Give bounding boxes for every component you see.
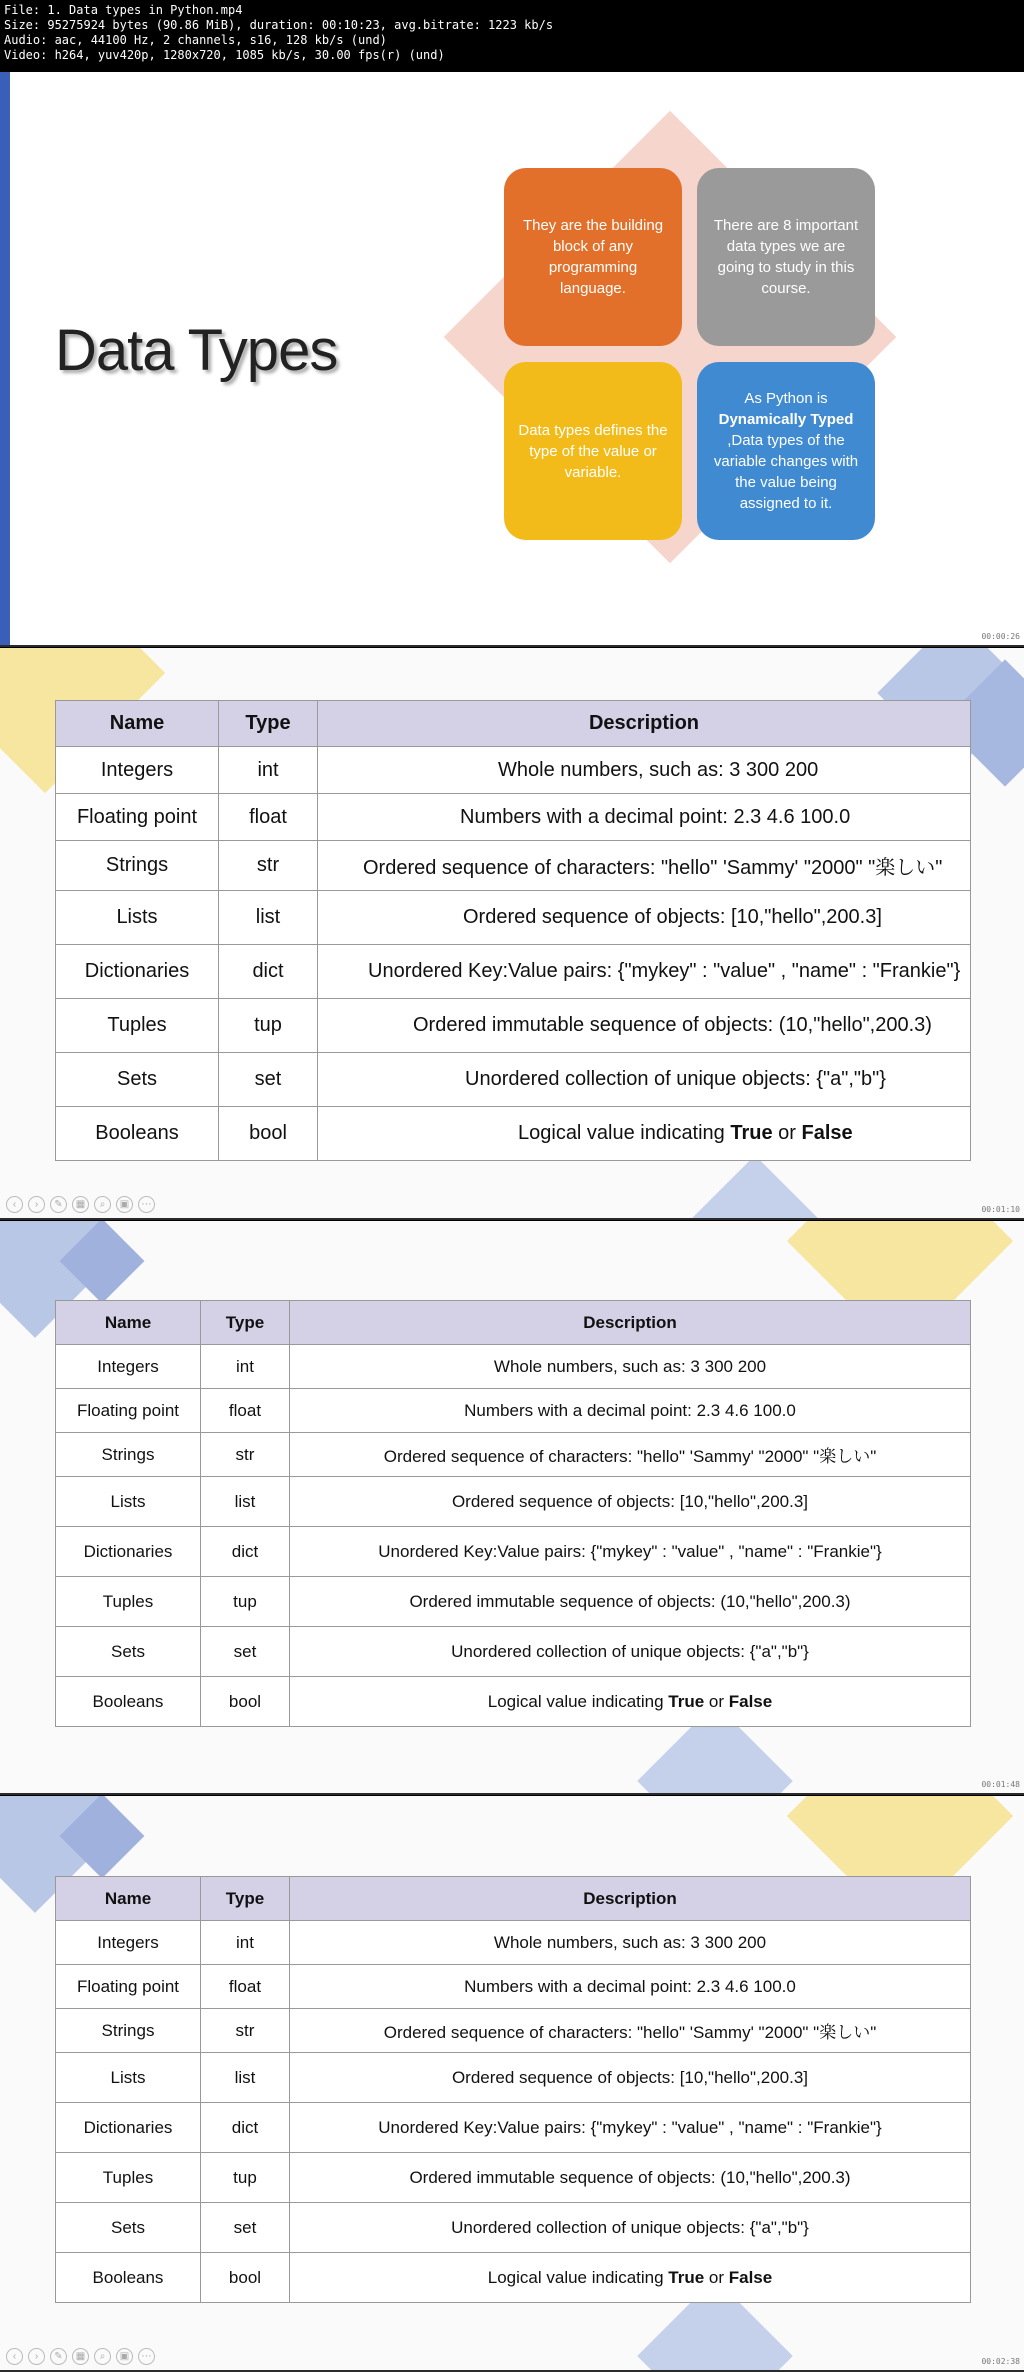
zoom-icon[interactable]: ⌕ — [94, 2348, 111, 2365]
cell-type: float — [219, 794, 318, 841]
tile-text-post: ,Data types of the variable changes with the value being assigned to it. — [713, 432, 859, 512]
cell-type: bool — [219, 1107, 318, 1161]
cell-type: str — [219, 841, 318, 891]
cell-description: Whole numbers, such as: 3 300 200 — [290, 1345, 971, 1389]
info-tile-yellow: Data types defines the type of the value or variable. — [504, 362, 682, 540]
desc-true: True — [668, 2267, 705, 2287]
table-row — [56, 1389, 971, 1433]
more-icon[interactable]: ⋯ — [138, 1196, 155, 1213]
meta-size: Size: 95275924 bytes (90.86 MiB), duration: 00:10:23, avg.bitrate: 1223 kb/s — [4, 18, 554, 32]
cell-name: Booleans — [56, 1107, 219, 1161]
frame-1-data-types-slide — [0, 72, 1024, 647]
desc-or: or — [704, 2267, 729, 2287]
info-tile-orange: They are the building block of any programming language. — [504, 168, 682, 346]
table-row — [56, 1921, 971, 1965]
cell-description: Numbers with a decimal point: 2.3 4.6 100.0 — [318, 794, 971, 841]
frame-timestamp: 00:01:10 — [981, 1205, 1020, 1214]
col-header-name: Name — [56, 1301, 201, 1345]
cell-type: float — [201, 1389, 290, 1433]
cell-description: Ordered sequence of characters: "hello" 'Sammy' "2000" "楽しい" — [290, 2009, 971, 2053]
cell-description — [290, 1677, 971, 1727]
cell-description: Ordered immutable sequence of objects: (10,"hello",200.3) — [290, 2153, 971, 2203]
more-icon[interactable]: ⋯ — [138, 2348, 155, 2365]
cell-description: Ordered sequence of characters: "hello" 'Sammy' "2000" "楽しい" — [318, 841, 971, 891]
cell-name: Sets — [56, 1627, 201, 1677]
meta-audio: Audio: aac, 44100 Hz, 2 channels, s16, 128 kb/s (und) — [4, 33, 387, 47]
table-row — [56, 891, 971, 945]
col-header-type: Type — [201, 1301, 290, 1345]
deco-shape-blue — [677, 1155, 833, 1220]
info-tile-gray: There are 8 important data types we are going to study in this course. — [697, 168, 875, 346]
slideshow-toolbar — [6, 1196, 155, 1213]
cell-name: Integers — [56, 1921, 201, 1965]
cell-description — [318, 1107, 971, 1161]
cell-type: bool — [201, 2253, 290, 2303]
cell-description: Ordered sequence of characters: "hello" 'Sammy' "2000" "楽しい" — [290, 1433, 971, 1477]
cell-type: tup — [219, 999, 318, 1053]
cell-name: Strings — [56, 2009, 201, 2053]
info-tile-blue — [697, 362, 875, 540]
table-row — [56, 2053, 971, 2103]
col-header-type: Type — [201, 1877, 290, 1921]
cell-name: Lists — [56, 891, 219, 945]
cell-type: tup — [201, 1577, 290, 1627]
table-row — [56, 1053, 971, 1107]
col-header-name: Name — [56, 1877, 201, 1921]
frame-4-table-slide — [0, 1796, 1024, 2372]
data-types-table — [55, 700, 971, 1161]
cell-description — [290, 2253, 971, 2303]
table-row — [56, 2253, 971, 2303]
table-row — [56, 999, 971, 1053]
next-icon[interactable]: › — [28, 1196, 45, 1213]
desc-or: or — [704, 1691, 729, 1711]
cell-name: Dictionaries — [56, 945, 219, 999]
table-row — [56, 2203, 971, 2253]
cell-type: list — [219, 891, 318, 945]
table-row — [56, 2153, 971, 2203]
desc-or: or — [772, 1122, 802, 1144]
table-row — [56, 1107, 971, 1161]
table-row — [56, 1345, 971, 1389]
cell-name: Sets — [56, 2203, 201, 2253]
cell-name: Floating point — [56, 1389, 201, 1433]
frame-timestamp: 00:02:38 — [981, 2357, 1020, 2366]
cell-name: Dictionaries — [56, 2103, 201, 2153]
frame-2-table-slide — [0, 648, 1024, 1220]
tile-text-pre: As Python is — [744, 390, 828, 407]
cell-name: Tuples — [56, 1577, 201, 1627]
pen-icon[interactable]: ✎ — [50, 1196, 67, 1213]
cell-description: Whole numbers, such as: 3 300 200 — [290, 1921, 971, 1965]
cell-type: str — [201, 2009, 290, 2053]
cell-type: int — [201, 1921, 290, 1965]
cell-name: Lists — [56, 2053, 201, 2103]
frame-3-table-slide — [0, 1221, 1024, 1795]
cell-description: Unordered Key:Value pairs: {"mykey" : "value" , "name" : "Frankie"} — [318, 945, 971, 999]
cell-name: Strings — [56, 1433, 201, 1477]
cell-description: Ordered immutable sequence of objects: (10,"hello",200.3) — [318, 999, 971, 1053]
cell-description: Unordered Key:Value pairs: {"mykey" : "value" , "name" : "Frankie"} — [290, 2103, 971, 2153]
cell-type: set — [201, 1627, 290, 1677]
cell-description: Unordered collection of unique objects: {"a","b"} — [290, 1627, 971, 1677]
cell-type: list — [201, 1477, 290, 1527]
table-row — [56, 1627, 971, 1677]
cell-description: Unordered collection of unique objects: {"a","b"} — [290, 2203, 971, 2253]
cell-name: Dictionaries — [56, 1527, 201, 1577]
cell-type: float — [201, 1965, 290, 2009]
table-row — [56, 1965, 971, 2009]
camera-icon[interactable]: ▣ — [116, 1196, 133, 1213]
cell-type: list — [201, 2053, 290, 2103]
cell-type: dict — [201, 2103, 290, 2153]
cell-name: Sets — [56, 1053, 219, 1107]
meta-video: Video: h264, yuv420p, 1280x720, 1085 kb/s, 30.00 fps(r) (und) — [4, 48, 445, 62]
cell-description: Numbers with a decimal point: 2.3 4.6 100.0 — [290, 1965, 971, 2009]
desc-text: Logical value indicating — [518, 1122, 731, 1144]
slides-icon[interactable]: ▦ — [72, 2348, 89, 2365]
slides-icon[interactable]: ▦ — [72, 1196, 89, 1213]
table-row — [56, 945, 971, 999]
cell-name: Lists — [56, 1477, 201, 1527]
cell-name: Strings — [56, 841, 219, 891]
cell-type: dict — [219, 945, 318, 999]
table-row — [56, 1577, 971, 1627]
zoom-icon[interactable]: ⌕ — [94, 1196, 111, 1213]
cell-type: str — [201, 1433, 290, 1477]
desc-false: False — [728, 1691, 773, 1711]
next-icon[interactable]: › — [28, 2348, 45, 2365]
cell-description: Numbers with a decimal point: 2.3 4.6 100.0 — [290, 1389, 971, 1433]
table-row — [56, 2103, 971, 2153]
cell-name: Tuples — [56, 2153, 201, 2203]
prev-icon[interactable]: ‹ — [6, 1196, 23, 1213]
meta-file: File: 1. Data types in Python.mp4 — [4, 3, 243, 17]
table-row — [56, 794, 971, 841]
cell-type: bool — [201, 1677, 290, 1727]
cell-description: Ordered sequence of objects: [10,"hello",200.3] — [290, 2053, 971, 2103]
cell-description: Unordered Key:Value pairs: {"mykey" : "value" , "name" : "Frankie"} — [290, 1527, 971, 1577]
file-metadata — [0, 0, 1024, 72]
frame-timestamp: 00:00:26 — [981, 632, 1020, 641]
table-row — [56, 1677, 971, 1727]
cell-name: Booleans — [56, 1677, 201, 1727]
slideshow-toolbar — [6, 2348, 155, 2365]
desc-true: True — [730, 1122, 773, 1144]
cell-type: dict — [201, 1527, 290, 1577]
col-header-description: Description — [290, 1301, 971, 1345]
cell-name: Booleans — [56, 2253, 201, 2303]
col-header-type: Type — [219, 701, 318, 747]
frame-timestamp: 00:01:48 — [981, 1780, 1020, 1789]
cell-description: Ordered sequence of objects: [10,"hello",200.3] — [318, 891, 971, 945]
cell-type: int — [219, 747, 318, 794]
prev-icon[interactable]: ‹ — [6, 2348, 23, 2365]
cell-description: Unordered collection of unique objects: {"a","b"} — [318, 1053, 971, 1107]
slide-title: Data Types — [55, 318, 338, 383]
desc-text: Logical value indicating — [487, 2267, 669, 2287]
camera-icon[interactable]: ▣ — [116, 2348, 133, 2365]
slide-left-accent-bar — [0, 72, 10, 645]
cell-name: Integers — [56, 747, 219, 794]
desc-false: False — [801, 1122, 853, 1144]
data-types-table — [55, 1300, 971, 1727]
cell-type: set — [219, 1053, 318, 1107]
tile-text-bold: Dynamically Typed — [718, 411, 854, 428]
table-row — [56, 1477, 971, 1527]
table-row — [56, 1433, 971, 1477]
data-types-table — [55, 1876, 971, 2303]
pen-icon[interactable]: ✎ — [50, 2348, 67, 2365]
cell-name: Integers — [56, 1345, 201, 1389]
cell-description: Ordered sequence of objects: [10,"hello",200.3] — [290, 1477, 971, 1527]
desc-text: Logical value indicating — [487, 1691, 669, 1711]
col-header-name: Name — [56, 701, 219, 747]
desc-false: False — [728, 2267, 773, 2287]
cell-type: tup — [201, 2153, 290, 2203]
cell-type: int — [201, 1345, 290, 1389]
table-row — [56, 841, 971, 891]
col-header-description: Description — [290, 1877, 971, 1921]
cell-description: Ordered immutable sequence of objects: (10,"hello",200.3) — [290, 1577, 971, 1627]
table-row — [56, 2009, 971, 2053]
desc-true: True — [668, 1691, 705, 1711]
table-row — [56, 1527, 971, 1577]
cell-type: set — [201, 2203, 290, 2253]
col-header-description: Description — [318, 701, 971, 747]
cell-name: Tuples — [56, 999, 219, 1053]
cell-name: Floating point — [56, 1965, 201, 2009]
table-row — [56, 747, 971, 794]
cell-description: Whole numbers, such as: 3 300 200 — [318, 747, 971, 794]
cell-name: Floating point — [56, 794, 219, 841]
